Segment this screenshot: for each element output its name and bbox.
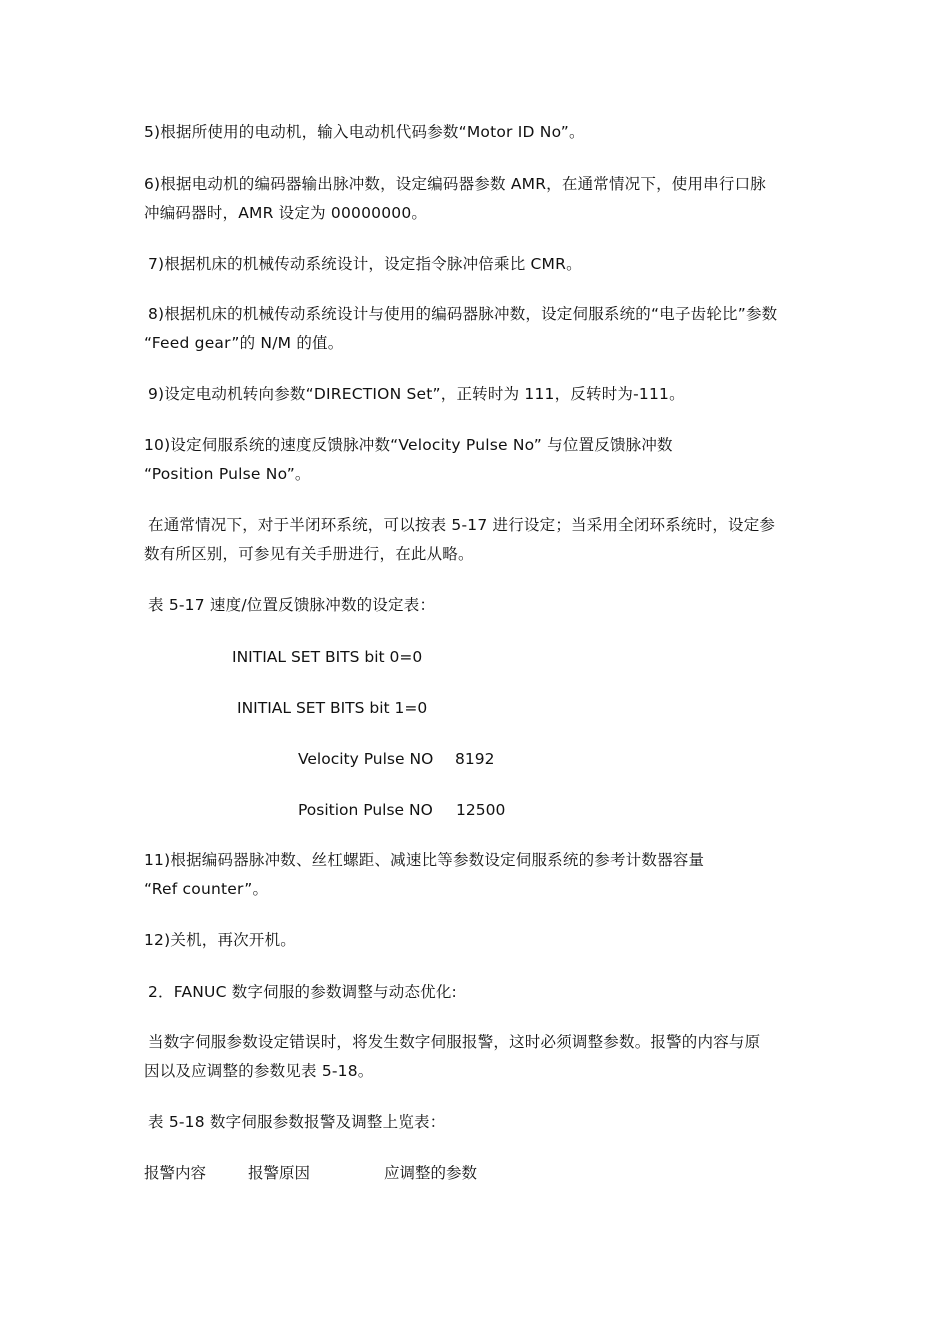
bits-text: INITIAL SET BITS bit 0=0: [232, 648, 423, 666]
paragraph-line: “Feed gear”的 N/M 的值。: [144, 334, 344, 352]
paragraph-alarm: [144, 1028, 812, 1086]
section-heading-2: [148, 978, 816, 1007]
paragraph-note: [144, 511, 812, 569]
table-5-17-caption: [148, 591, 816, 620]
paragraph-line: 12)关机，再次开机。: [144, 931, 296, 949]
paragraph-line: 在通常情况下，对于半闭环系统，可以按表 5-17 进行设定；当采用全闭环系统时，设定参: [148, 516, 776, 534]
paragraph-line: 数有所区别，可参见有关手册进行，在此从略。: [144, 545, 474, 563]
paragraph-5: [144, 118, 812, 147]
table-row: [298, 745, 598, 774]
paragraph-line: 6)根据电动机的编码器输出脉冲数，设定编码器参数 AMR，在通常情况下，使用串行口脉: [144, 175, 766, 193]
caption-text: 表 5-17 速度/位置反馈脉冲数的设定表：: [148, 596, 436, 614]
paragraph-line: 7)根据机床的机械传动系统设计，设定指令脉冲倍乘比 CMR。: [148, 255, 582, 273]
paragraph-line: 当数字伺服参数设定错误时，将发生数字伺服报警，这时必须调整参数。报警的内容与原: [148, 1033, 761, 1051]
paragraph-line: 10)设定伺服系统的速度反馈脉冲数“Velocity Pulse No” 与位置反馈脉冲数: [144, 436, 673, 454]
paragraph-line: “Position Pulse No”。: [144, 465, 311, 483]
header-cell: 报警原因: [248, 1164, 311, 1182]
row-value: 8192: [455, 750, 495, 768]
row-label: Velocity Pulse NO: [298, 750, 434, 768]
heading-text: 2．FANUC 数字伺服的参数调整与动态优化:: [148, 983, 457, 1001]
bits-text: INITIAL SET BITS bit 1=0: [237, 699, 428, 717]
table-5-18-caption: [148, 1108, 816, 1137]
paragraph-line: “Ref counter”。: [144, 880, 269, 898]
table-row: [298, 796, 598, 825]
header-cell: 报警内容: [144, 1164, 207, 1182]
paragraph-line: 9)设定电动机转向参数“DIRECTION Set”，正转时为 111，反转时为-111。: [148, 385, 685, 403]
paragraph-line: 5)根据所使用的电动机，输入电动机代码参数“Motor ID No”。: [144, 123, 585, 141]
row-label: Position Pulse NO: [298, 801, 433, 819]
table-5-18-header: [144, 1159, 544, 1188]
paragraph-7: [148, 250, 816, 279]
paragraph-8: [144, 300, 812, 358]
paragraph-11: [144, 846, 812, 904]
paragraph-10: [144, 431, 812, 489]
table-5-17-bits1: [237, 694, 427, 723]
row-value: 12500: [456, 801, 506, 819]
paragraph-line: 因以及应调整的参数见表 5-18。: [144, 1062, 374, 1080]
paragraph-9: [148, 380, 816, 409]
paragraph-line: 冲编码器时，AMR 设定为 00000000。: [144, 204, 428, 222]
paragraph-line: 11)根据编码器脉冲数、丝杠螺距、减速比等参数设定伺服系统的参考计数器容量: [144, 851, 705, 869]
paragraph-6: [144, 170, 812, 228]
table-5-17-bits0: [232, 643, 422, 672]
paragraph-line: 8)根据机床的机械传动系统设计与使用的编码器脉冲数，设定伺服系统的“电子齿轮比”参数: [148, 305, 778, 323]
caption-text: 表 5-18 数字伺服参数报警及调整上览表：: [148, 1113, 446, 1131]
header-cell: 应调整的参数: [384, 1164, 478, 1182]
paragraph-12: [144, 926, 812, 955]
